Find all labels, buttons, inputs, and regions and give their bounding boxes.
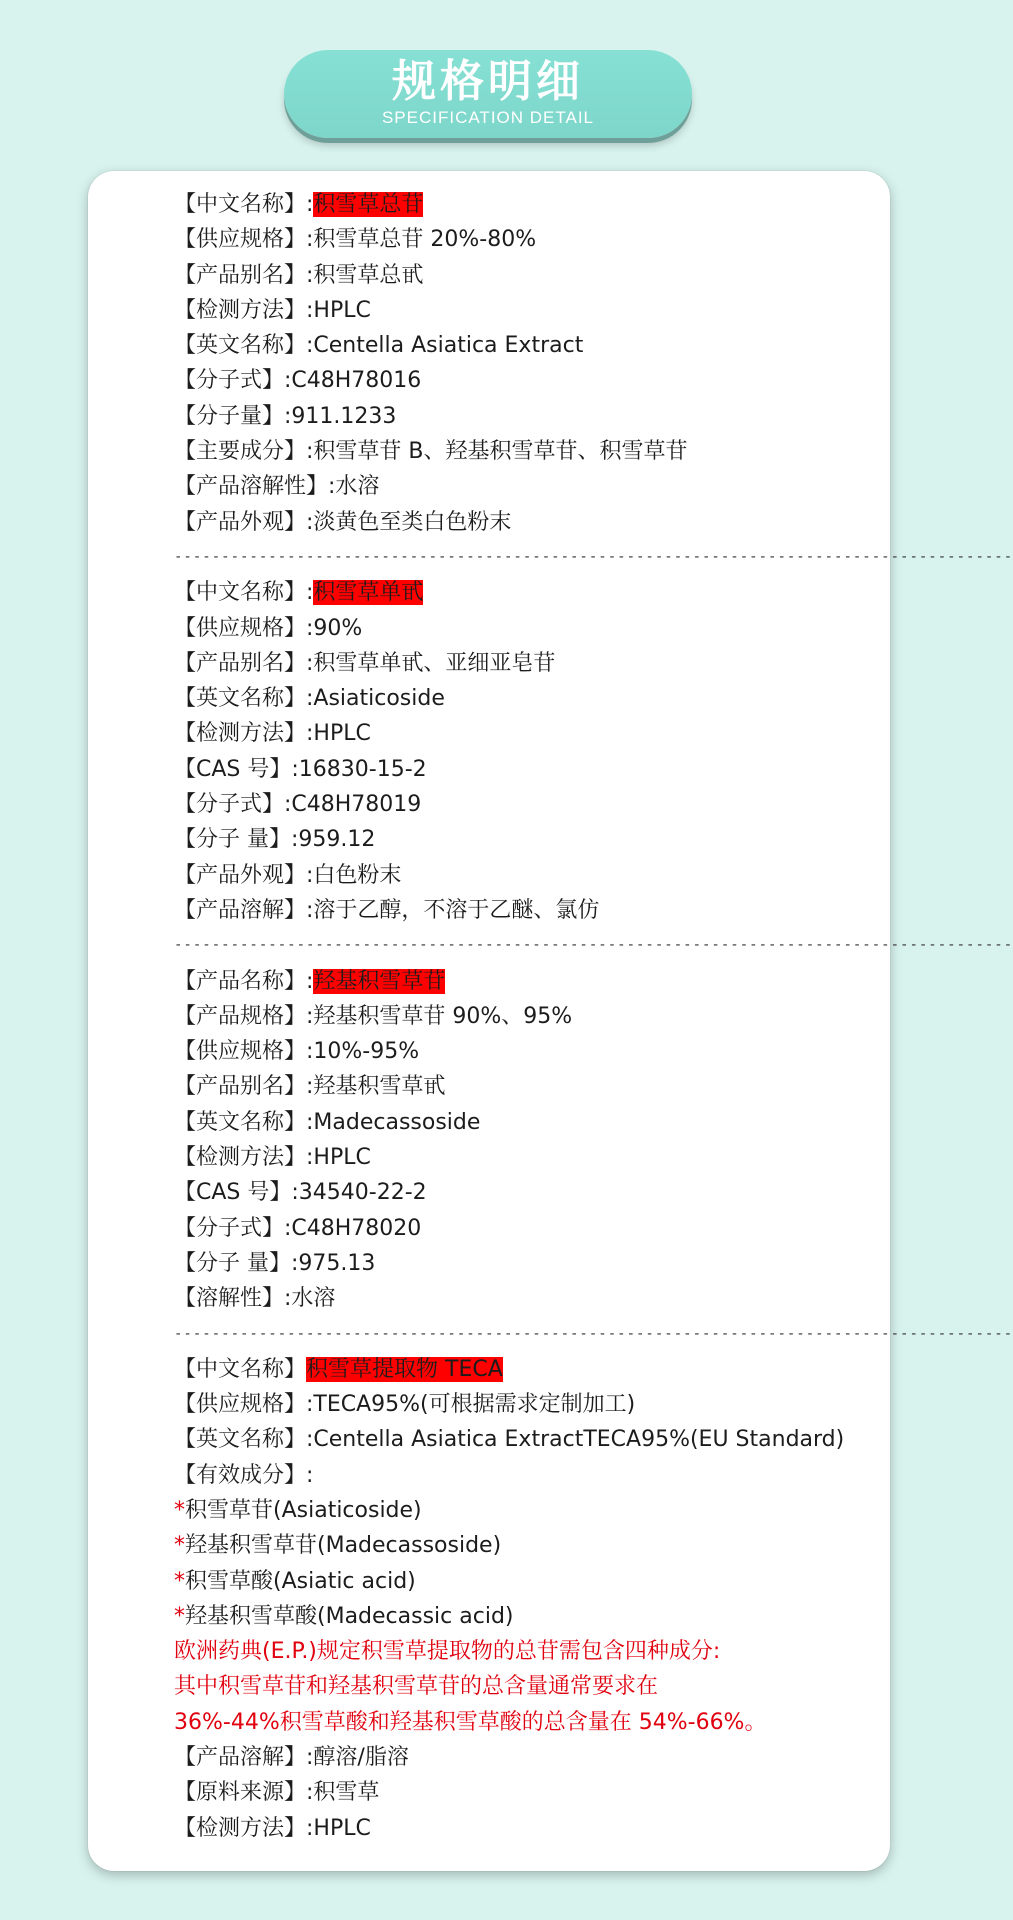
- title-banner: [284, 50, 692, 138]
- component-item: [174, 1493, 884, 1528]
- component-label: 羟基积雪草酸(Madecassic acid): [185, 1603, 514, 1629]
- spec-line: 【有效成分】:: [174, 1462, 314, 1488]
- spec-line: 【CAS 号】:16830-15-2: [174, 756, 427, 782]
- spec-card: [88, 171, 1013, 1871]
- asterisk-marker: *: [174, 1568, 185, 1594]
- spec-line: 【分子式】:C48H78019: [174, 792, 422, 818]
- pharmacopoeia-note: 36%-44%积雪草酸和羟基积雪草酸的总含量在 54%-66%。: [174, 1709, 767, 1735]
- section3-name-highlight: 羟基积雪草苷: [313, 968, 446, 994]
- section2-name-row: [174, 575, 884, 610]
- spec-line: 【供应规格】:积雪草总苷 20%-80%: [174, 227, 537, 253]
- section2-name-highlight: 积雪草单甙: [313, 580, 424, 606]
- spec-line: 【分子式】:C48H78020: [174, 1215, 422, 1241]
- spec-line: 【检测方法】:HPLC: [174, 1145, 371, 1171]
- spec-line: 【分子 量】:975.13: [174, 1250, 376, 1276]
- spec-line: 【产品别名】:羟基积雪草甙: [174, 1074, 446, 1100]
- section1-name-row: [174, 187, 884, 222]
- banner-title: 规格明细: [392, 56, 584, 107]
- component-item: [174, 1599, 884, 1634]
- component-item: [174, 1528, 884, 1563]
- section3-name-label: 【产品名称】:: [174, 968, 314, 994]
- spec-line: 【产品外观】:白色粉末: [174, 862, 402, 888]
- spec-line: 【供应规格】:90%: [174, 615, 363, 641]
- spec-line: 【主要成分】:积雪草苷 B、羟基积雪草苷、积雪草苷: [174, 439, 688, 465]
- spec-line: 【分子式】:C48H78016: [174, 368, 422, 394]
- section-divider: -----------------------------------------------------------------------------------------: [174, 937, 1013, 954]
- asterisk-marker: *: [174, 1533, 185, 1559]
- pharmacopoeia-note: 欧洲药典(E.P.)规定积雪草提取物的总苷需包含四种成分:: [174, 1639, 721, 1665]
- spec-line: 【英文名称】:Asiaticoside: [174, 686, 445, 712]
- component-label: 积雪草酸(Asiatic acid): [185, 1568, 416, 1594]
- asterisk-marker: *: [174, 1497, 185, 1523]
- section3-name-row: [174, 964, 884, 999]
- component-item: [174, 1564, 884, 1599]
- spec-line: 【产品别名】:积雪草总甙: [174, 262, 424, 288]
- spec-line: 【英文名称】:Madecassoside: [174, 1109, 481, 1135]
- spec-line: 【溶解性】:水溶: [174, 1286, 336, 1312]
- spec-line: 【产品外观】:淡黄色至类白色粉末: [174, 509, 512, 535]
- component-label: 积雪草苷(Asiaticoside): [185, 1497, 422, 1523]
- spec-line: 【英文名称】:Centella Asiatica ExtractTECA95%(EU Standard): [174, 1427, 845, 1453]
- spec-line: 【CAS 号】:34540-22-2: [174, 1180, 427, 1206]
- spec-line: 【产品溶解性】:水溶: [174, 474, 380, 500]
- section4-name-row: [174, 1352, 884, 1387]
- section4-name-highlight: 积雪草提取物 TECA: [306, 1356, 503, 1382]
- pharmacopoeia-note: 其中积雪草苷和羟基积雪草苷的总含量通常要求在: [174, 1674, 659, 1700]
- section1-name-label: 【中文名称】:: [174, 192, 314, 217]
- spec-line: 【分子 量】:959.12: [174, 827, 376, 853]
- spec-line: 【检测方法】:HPLC: [174, 1815, 371, 1841]
- spec-content: [174, 187, 1013, 1846]
- spec-line: 【产品溶解】:溶于乙醇，不溶于乙醚、氯仿: [174, 897, 600, 923]
- spec-line: 【分子量】:911.1233: [174, 403, 397, 429]
- section-divider: -----------------------------------------------------------------------------------------: [174, 1325, 1013, 1342]
- spec-line: 【供应规格】:TECA95%(可根据需求定制加工): [174, 1392, 636, 1418]
- spec-line: 【检测方法】:HPLC: [174, 297, 371, 323]
- spec-line: 【原料来源】:积雪草: [174, 1780, 380, 1806]
- spec-line: 【检测方法】:HPLC: [174, 721, 371, 747]
- section-divider: -----------------------------------------------------------------------------------------: [174, 548, 1013, 565]
- section1-name-highlight: 积雪草总苷: [313, 192, 424, 217]
- spec-line: 【产品溶解】:醇溶/脂溶: [174, 1745, 409, 1771]
- asterisk-marker: *: [174, 1603, 185, 1629]
- component-label: 羟基积雪草苷(Madecassoside): [185, 1533, 502, 1559]
- banner-subtitle: SPECIFICATION DETAIL: [381, 108, 595, 127]
- spec-line: 【供应规格】:10%-95%: [174, 1039, 420, 1065]
- spec-line: 【产品别名】:积雪草单甙、亚细亚皂苷: [174, 650, 556, 676]
- spec-line: 【产品规格】:羟基积雪草苷 90%、95%: [174, 1003, 573, 1029]
- section2-name-label: 【中文名称】:: [174, 580, 314, 606]
- spec-line: 【英文名称】:Centella Asiatica Extract: [174, 333, 584, 359]
- section4-name-label: 【中文名称】: [174, 1356, 307, 1382]
